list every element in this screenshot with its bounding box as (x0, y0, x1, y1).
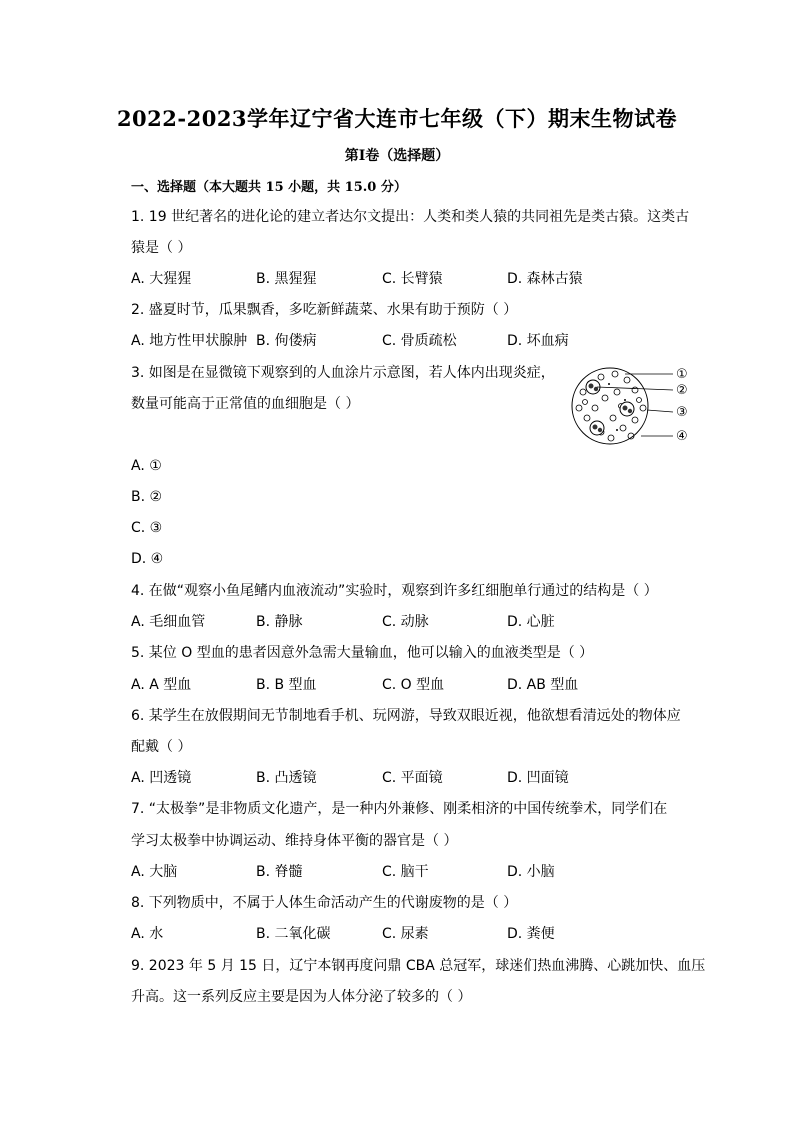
question-2-line-1: 2. 盛夏时节，瓜果飘香，多吃新鲜蔬菜、水果有助于预防（ ） (131, 302, 518, 318)
option-a[interactable]: A. 大猩猩 (131, 271, 192, 287)
question-6-line-2: 配戴（ ） (131, 739, 192, 755)
question-5-line-1: 5. 某位 O 型血的患者因意外急需大量输血，他可以输入的血液类型是（ ） (131, 645, 594, 661)
option-d[interactable]: D. 心脏 (507, 614, 555, 630)
option-b[interactable]: B. 脊髓 (256, 864, 303, 880)
option-c[interactable]: C. 动脉 (382, 614, 429, 630)
question-7-options (131, 863, 731, 881)
exam-title: 2022-2023学年辽宁省大连市七年级（下）期末生物试卷 (116, 106, 678, 131)
figure-label-2: ② (676, 383, 688, 398)
option-c[interactable]: C. ③ (131, 520, 163, 536)
option-a[interactable]: A. 地方性甲状腺肿 (131, 333, 248, 349)
question-6-line-1: 6. 某学生在放假期间无节制地看手机、玩网游，导致双眼近视，他欲想看清远处的物体应 (131, 708, 681, 724)
option-a[interactable]: A. ① (131, 458, 162, 474)
option-c[interactable]: C. 长臂猿 (382, 271, 443, 287)
option-d[interactable]: D. AB 型血 (507, 677, 579, 693)
question-7-line-2: 学习太极拳中协调运动、维持身体平衡的器官是（ ） (131, 833, 458, 849)
question-9-line-1: 9. 2023 年 5 月 15 日，辽宁本钢再度问鼎 CBA 总冠军，球迷们热血沸腾、心跳加快、血压 (131, 958, 706, 974)
option-b[interactable]: B. 静脉 (256, 614, 303, 630)
question-4-options (131, 613, 731, 631)
option-c[interactable]: C. 平面镜 (382, 770, 443, 786)
blood-smear-figure (565, 362, 695, 452)
question-3-line-1: 3. 如图是在显微镜下观察到的人血涂片示意图，若人体内出现炎症， (131, 365, 555, 381)
option-a[interactable]: A. 毛细血管 (131, 614, 206, 630)
smear-field-circle (572, 368, 648, 444)
figure-label-4: ④ (676, 429, 688, 444)
option-b[interactable]: B. 黑猩猩 (256, 271, 317, 287)
option-a[interactable]: A. 水 (131, 926, 164, 942)
question-8-line-1: 8. 下列物质中，不属于人体生命活动产生的代谢废物的是（ ） (131, 895, 518, 911)
question-2-options (131, 332, 731, 350)
question-3-line-2: 数量可能高于正常值的血细胞是（ ） (131, 396, 360, 412)
option-b[interactable]: B. ② (131, 489, 163, 505)
option-a[interactable]: A. A 型血 (131, 677, 192, 693)
question-9-line-2: 升高。这一系列反应主要是因为人体分泌了较多的（ ） (131, 989, 472, 1005)
option-d[interactable]: D. 粪便 (507, 926, 555, 942)
question-8-options (131, 925, 731, 943)
question-6-options (131, 769, 731, 787)
option-d[interactable]: D. 坏血病 (507, 333, 569, 349)
option-a[interactable]: A. 大脑 (131, 864, 178, 880)
figure-label-3: ③ (676, 405, 688, 420)
red-blood-cells (576, 371, 646, 441)
option-b[interactable]: B. B 型血 (256, 677, 317, 693)
question-1-line-2: 猿是（ ） (131, 240, 192, 256)
option-d[interactable]: D. ④ (131, 551, 164, 567)
option-c[interactable]: C. O 型血 (382, 677, 445, 693)
option-b[interactable]: B. 二氧化碳 (256, 926, 331, 942)
figure-label-1: ① (676, 367, 688, 382)
option-b[interactable]: B. 凸透镜 (256, 770, 317, 786)
section-heading: 一、选择题（本大题共 15 小题，共 15.0 分） (131, 180, 407, 195)
option-d[interactable]: D. 森林古猿 (507, 271, 583, 287)
option-c[interactable]: C. 骨质疏松 (382, 333, 457, 349)
question-5-options (131, 676, 731, 694)
option-c[interactable]: C. 脑干 (382, 864, 429, 880)
option-a[interactable]: A. 凹透镜 (131, 770, 192, 786)
option-b[interactable]: B. 佝偻病 (256, 333, 317, 349)
option-d[interactable]: D. 小脑 (507, 864, 555, 880)
option-c[interactable]: C. 尿素 (382, 926, 429, 942)
question-7-line-1: 7. “太极拳”是非物质文化遗产，是一种内外兼修、刚柔相济的中国传统拳术，同学们在 (131, 801, 668, 817)
question-1-options (131, 270, 731, 288)
question-4-line-1: 4. 在做“观察小鱼尾鳍内血液流动”实验时，观察到许多红细胞单行通过的结构是（ ） (131, 583, 658, 599)
exam-subtitle: 第Ⅰ卷（选择题） (344, 148, 450, 164)
question-1-line-1: 1. 19 世纪著名的进化论的建立者达尔文提出：人类和类人猿的共同祖先是类古猿。这类古 (131, 209, 690, 225)
option-d[interactable]: D. 凹面镜 (507, 770, 569, 786)
